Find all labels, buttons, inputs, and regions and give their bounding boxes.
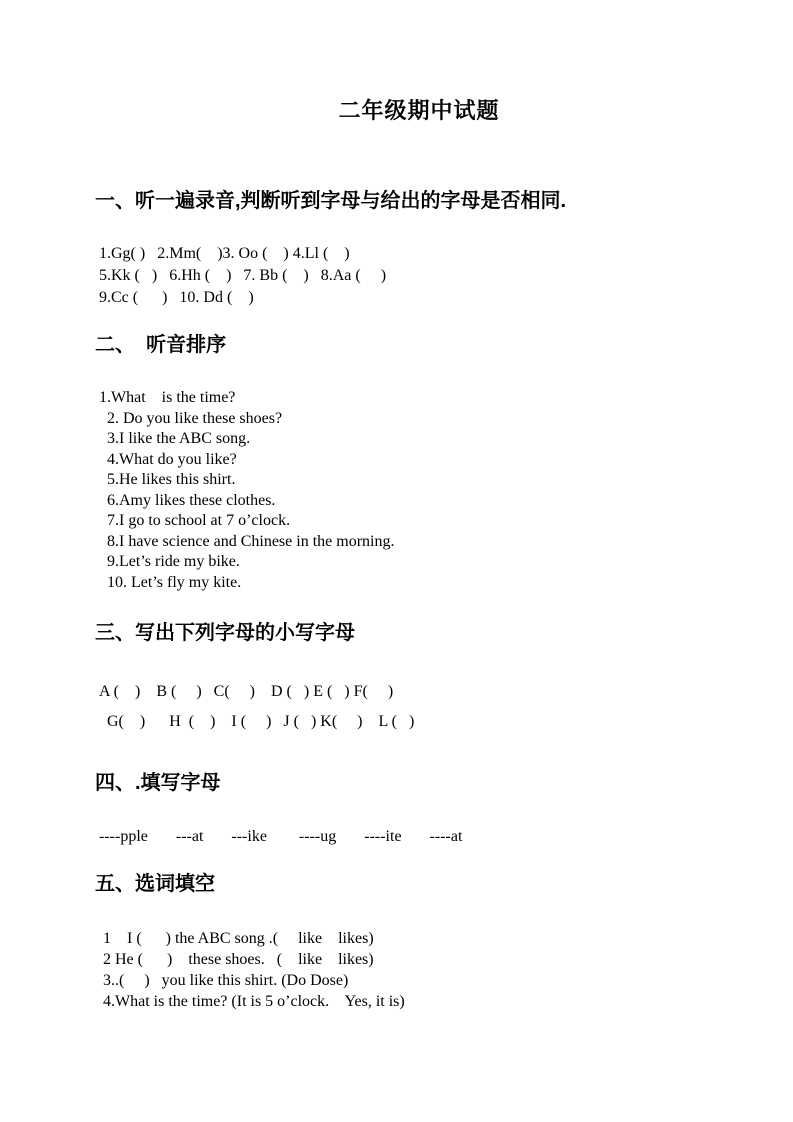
section-4-content <box>95 826 733 847</box>
section-1-heading: 一、听一遍录音,判断听到字母与给出的字母是否相同. <box>95 190 567 212</box>
sentence-item: 7.I go to school at 7 o’clock. <box>95 512 291 529</box>
choose-word-item: 4.What is the time? (It is 5 o’clock. Yes, it is) <box>95 993 405 1010</box>
letter-judge-row: 9.Cc ( ) 10. Dd ( ) <box>95 289 254 306</box>
section-5-content <box>95 928 733 1012</box>
sentence-item: 2. Do you like these shoes? <box>95 409 283 427</box>
sentence-item: 3.I like the ABC song. <box>95 430 251 447</box>
section-5-heading: 五、选词填空 <box>95 873 215 895</box>
sentence-item: 9.Let’s ride my bike. <box>95 553 240 570</box>
sentence-item: 5.He likes this shirt. <box>95 471 236 488</box>
sentence-item: 10. Let’s fly my kite. <box>95 573 242 591</box>
choose-word-item: 2 He ( ) these shoes. ( like likes) <box>95 951 374 968</box>
section-listen-judge-letters <box>95 188 733 309</box>
sentence-item: 8.I have science and Chinese in the morning. <box>95 532 395 550</box>
sentence-item: 6.Amy likes these clothes. <box>95 491 276 509</box>
letter-judge-row: 5.Kk ( ) 6.Hh ( ) 7. Bb ( ) 8.Aa ( ) <box>95 267 387 284</box>
letter-judge-row: 1.Gg( ) 2.Mm( )3. Oo ( ) 4.Ll ( ) <box>95 245 350 262</box>
section-3-heading: 三、写出下列字母的小写字母 <box>95 622 355 644</box>
section-3-content <box>95 677 733 737</box>
choose-word-item: 1 I ( ) the ABC song .( like likes) <box>95 930 374 947</box>
section-1-content <box>95 243 733 309</box>
section-4-heading: 四、.填写字母 <box>95 772 221 794</box>
section-fill-letters <box>95 770 733 847</box>
lowercase-row: G( ) H ( ) I ( ) J ( ) K( ) L ( ) <box>95 713 415 730</box>
section-2-content <box>95 388 733 593</box>
page-title: 二年级期中试题 <box>338 98 500 123</box>
section-2-heading: 二、 听音排序 <box>95 334 227 356</box>
choose-word-item: 3..( ) you like this shirt. (Do Dose) <box>95 972 349 989</box>
section-write-lowercase <box>95 620 733 737</box>
sentence-item: 1.What is the time? <box>95 389 236 406</box>
section-choose-word <box>95 871 733 1012</box>
lowercase-row: A ( ) B ( ) C( ) D ( ) E ( ) F( ) <box>95 683 394 700</box>
fill-letters-row: ----pple ---at ---ike ----ug ----ite ----at <box>95 828 463 845</box>
section-listen-order <box>95 332 733 593</box>
sentence-item: 4.What do you like? <box>95 450 237 468</box>
